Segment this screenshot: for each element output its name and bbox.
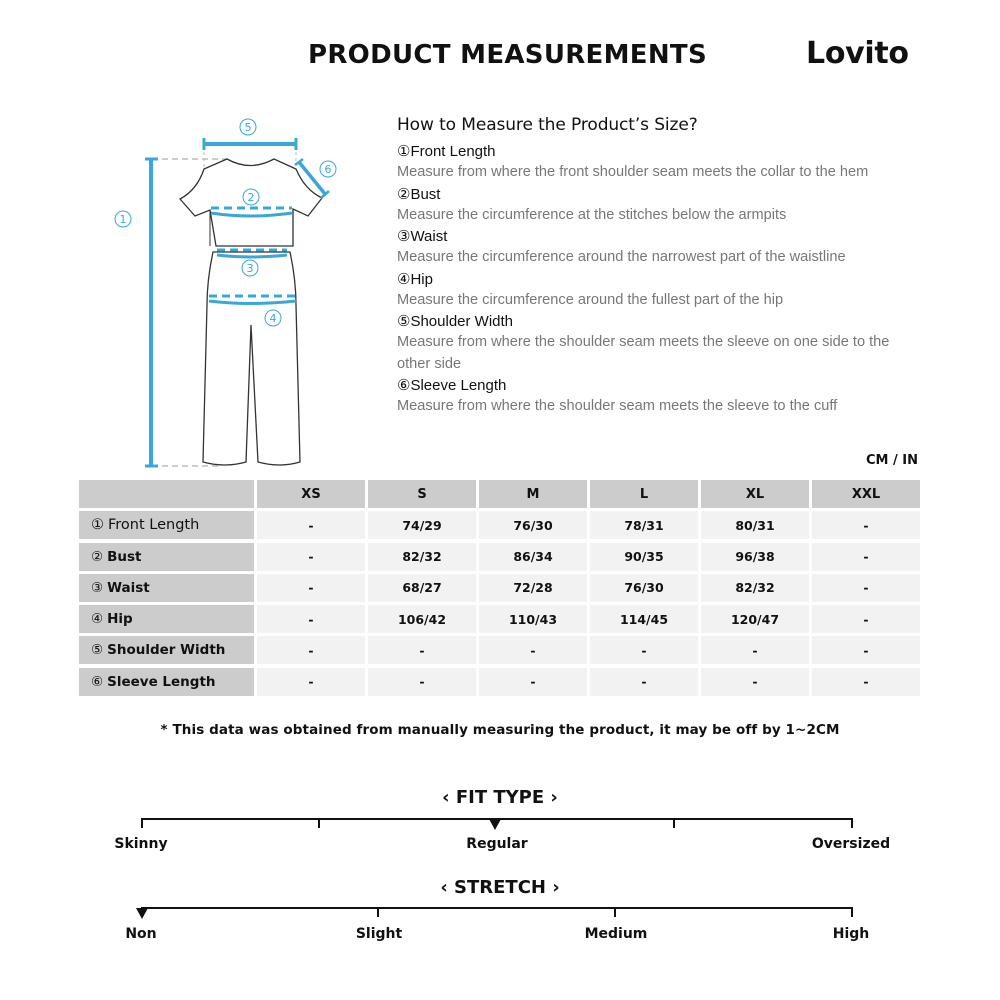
how-to-title: How to Measure the Product’s Size? <box>397 115 698 135</box>
table-cell: 78/31 <box>590 511 698 539</box>
measure-desc: Measure the circumference at the stitches below the armpits <box>397 206 787 223</box>
measure-name: Sleeve Length <box>410 377 507 394</box>
table-cell: - <box>479 668 587 696</box>
table-cell: 76/30 <box>590 574 698 602</box>
tick <box>377 907 379 917</box>
table-cell: 82/32 <box>701 574 809 602</box>
table-cell: 82/32 <box>368 543 476 571</box>
svg-text:1: 1 <box>119 213 127 226</box>
row-label-text: Sleeve Length <box>107 673 216 690</box>
table-cell: - <box>590 636 698 664</box>
measure-num: ① <box>397 143 411 160</box>
measure-desc: Measure from where the shoulder seam meets the sleeve on one side to the other side <box>397 334 890 372</box>
table-cell: - <box>257 543 365 571</box>
table-cell: - <box>812 668 920 696</box>
row-label-text: Front Length <box>108 517 200 534</box>
measure-num: ④ <box>397 270 411 288</box>
table-cell: - <box>257 574 365 602</box>
fit-label-skinny: Skinny <box>114 836 168 852</box>
table-cell: - <box>368 636 476 664</box>
table-row <box>79 511 922 539</box>
table-cell: 114/45 <box>590 605 698 633</box>
table-cell: - <box>812 574 920 602</box>
fit-type-title: ‹ FIT TYPE › <box>442 787 558 808</box>
row-label <box>79 668 254 696</box>
svg-text:5: 5 <box>244 121 252 134</box>
measure-item-bust <box>397 184 917 227</box>
row-num: ⑤ <box>91 642 104 659</box>
measure-desc: Measure the circumference around the fullest part of the hip <box>397 291 784 308</box>
row-label-text: Waist <box>107 579 150 596</box>
table-cell: - <box>812 636 920 664</box>
stretch-marker-icon <box>136 908 148 919</box>
measure-num: ⑥ <box>397 377 411 394</box>
row-label-text: Bust <box>107 548 142 565</box>
measure-item-waist <box>397 226 917 269</box>
table-cell: - <box>257 511 365 539</box>
tick <box>614 907 616 917</box>
measure-num: ② <box>397 185 411 203</box>
column-header: XS <box>257 480 365 508</box>
units-label: CM / IN <box>866 453 918 468</box>
table-row <box>79 543 922 571</box>
row-num: ④ <box>91 611 104 628</box>
fit-type-marker-icon <box>489 819 501 830</box>
size-table <box>79 480 922 699</box>
how-to-measure-section <box>397 115 917 418</box>
measure-desc: Measure from where the front shoulder seam meets the collar to the hem <box>397 164 869 180</box>
table-cell: 74/29 <box>368 511 476 539</box>
column-header: S <box>368 480 476 508</box>
stretch-label-medium: Medium <box>584 926 648 942</box>
row-label-text: Hip <box>107 611 133 628</box>
table-cell: 120/47 <box>701 605 809 633</box>
measurement-note: * This data was obtained from manually measuring the product, it may be off by 1~2CM <box>160 722 840 738</box>
row-label <box>79 636 254 664</box>
table-row <box>79 668 922 696</box>
table-header-row <box>79 480 922 508</box>
table-cell: - <box>257 668 365 696</box>
table-cell: 90/35 <box>590 543 698 571</box>
measure-desc: Measure the circumference around the narrowest part of the waistline <box>397 249 846 265</box>
fit-label-regular: Regular <box>466 836 528 852</box>
tick <box>851 907 853 917</box>
svg-text:6: 6 <box>324 163 332 176</box>
stretch-label-slight: Slight <box>355 926 403 942</box>
table-cell: - <box>368 668 476 696</box>
measure-name: Shoulder Width <box>410 313 514 330</box>
row-label <box>79 605 254 633</box>
stretch-title: ‹ STRETCH › <box>440 877 560 898</box>
row-label-text: Shoulder Width <box>107 642 226 659</box>
table-cell: - <box>701 668 809 696</box>
table-cell: 68/27 <box>368 574 476 602</box>
column-header: M <box>479 480 587 508</box>
stretch-scale <box>0 875 1000 955</box>
svg-text:2: 2 <box>247 191 255 204</box>
row-label <box>79 574 254 602</box>
row-label <box>79 511 254 539</box>
table-header-blank <box>79 480 254 508</box>
row-num: ⑥ <box>91 673 104 690</box>
tick <box>851 818 853 828</box>
table-cell: 110/43 <box>479 605 587 633</box>
fit-type-scale <box>0 785 1000 865</box>
measure-desc: Measure from where the shoulder seam meets the sleeve to the cuff <box>397 398 838 414</box>
table-cell: 72/28 <box>479 574 587 602</box>
measure-name: Front Length <box>410 143 496 160</box>
measure-item-shoulder-width <box>397 311 917 375</box>
measure-num: ③ <box>397 228 411 245</box>
table-cell: 96/38 <box>701 543 809 571</box>
brand-logo: Lovito <box>806 36 909 71</box>
table-cell: - <box>479 636 587 664</box>
table-cell: - <box>257 605 365 633</box>
row-num: ③ <box>91 579 104 596</box>
column-header: L <box>590 480 698 508</box>
table-cell: 106/42 <box>368 605 476 633</box>
table-cell: - <box>812 605 920 633</box>
measure-name: Bust <box>410 185 441 203</box>
stretch-label-high: High <box>832 926 870 942</box>
measure-name: Hip <box>410 270 433 288</box>
table-cell: - <box>590 668 698 696</box>
column-header: XXL <box>812 480 920 508</box>
measure-num: ⑤ <box>397 313 411 330</box>
stretch-label-non: Non <box>125 926 157 942</box>
column-header: XL <box>701 480 809 508</box>
table-row <box>79 574 922 602</box>
row-label <box>79 543 254 571</box>
row-num: ② <box>91 548 104 565</box>
row-num: ① <box>91 517 104 534</box>
garment-diagram <box>100 110 360 480</box>
svg-text:4: 4 <box>269 312 277 325</box>
fit-label-oversized: Oversized <box>811 836 891 852</box>
measure-item-hip <box>397 269 917 312</box>
measure-item-sleeve-length <box>397 375 917 418</box>
measure-item-front-length <box>397 141 917 184</box>
measure-name: Waist <box>410 228 448 245</box>
table-row <box>79 605 922 633</box>
svg-text:3: 3 <box>246 262 254 275</box>
table-cell: 86/34 <box>479 543 587 571</box>
tick <box>141 818 143 828</box>
tick <box>673 818 675 828</box>
stretch-line <box>141 907 853 909</box>
table-cell: - <box>812 511 920 539</box>
tick <box>318 818 320 828</box>
table-row <box>79 636 922 664</box>
table-cell: - <box>812 543 920 571</box>
table-cell: - <box>257 636 365 664</box>
table-cell: 80/31 <box>701 511 809 539</box>
page-title: PRODUCT MEASUREMENTS <box>308 40 707 70</box>
table-cell: - <box>701 636 809 664</box>
table-cell: 76/30 <box>479 511 587 539</box>
